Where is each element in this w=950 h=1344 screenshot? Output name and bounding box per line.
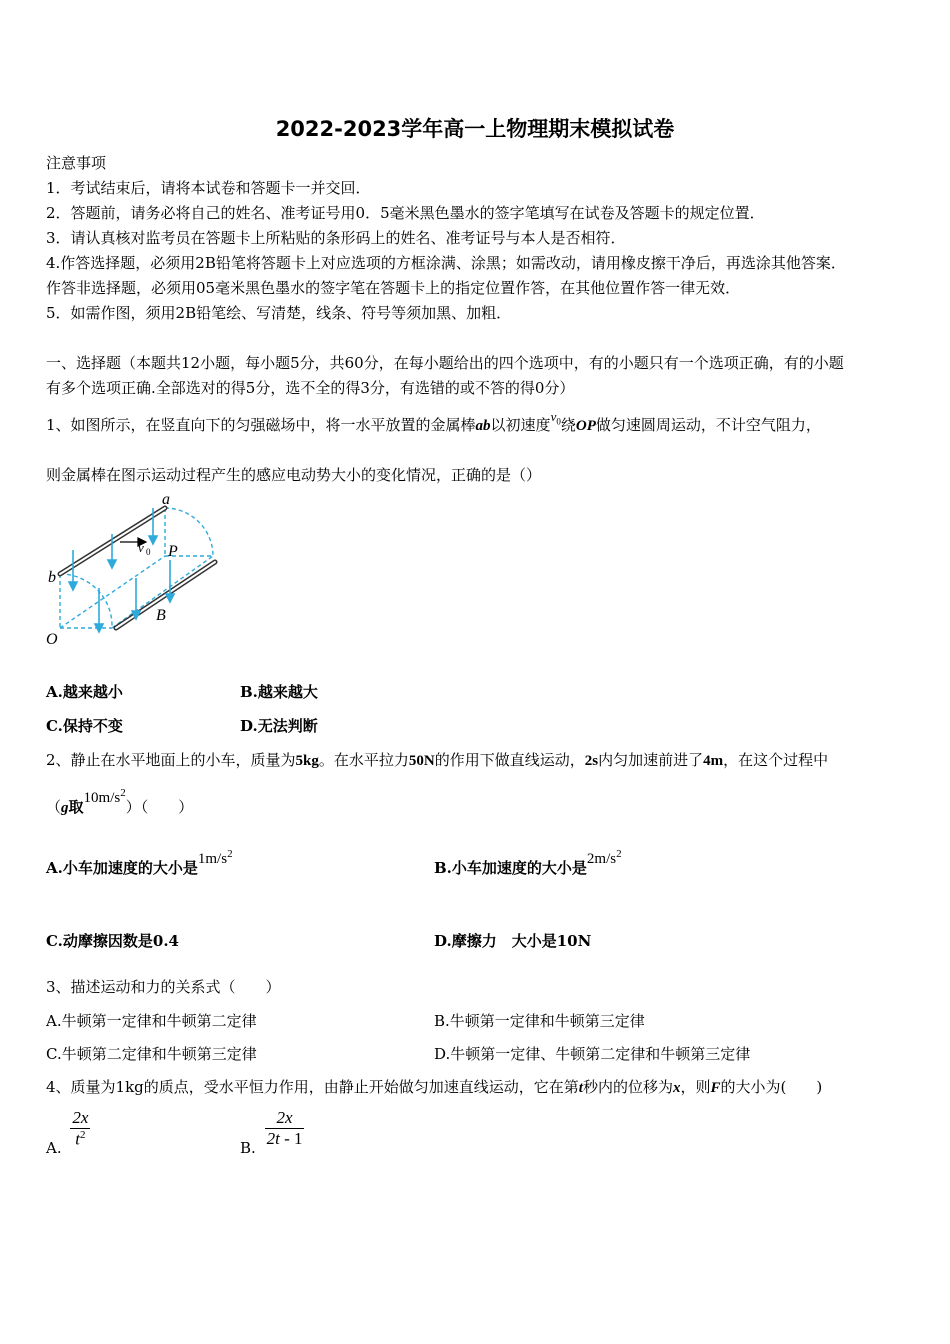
q4-F: F xyxy=(710,1080,721,1096)
notice-item: 1．考试结束后，请将本试卷和答题卡一并交回． xyxy=(46,179,371,197)
q4-option-a-exp: 2 xyxy=(80,1129,86,1141)
q2-option-a[interactable] xyxy=(46,848,233,878)
q2-force: 50N xyxy=(408,753,435,769)
section-heading-cont: 有多个选项正确.全部选对的得5分，选不全的得3分，有选错的或不答的得0分） xyxy=(46,379,575,397)
q1-v0: v xyxy=(550,409,557,424)
q2-text: 内匀加速前进了 xyxy=(598,751,704,769)
notice-item: 2．答题前，请务必将自己的姓名、准考证号用0．5毫米黑色墨水的签字笔填写在试卷及答题卡的规定位置． xyxy=(46,204,765,222)
q4-option-a[interactable] xyxy=(46,1108,90,1157)
q4-option-a-numerator: 2x xyxy=(72,1108,89,1127)
q2-g-value: 10m/s xyxy=(83,790,121,806)
q2-text: 取 xyxy=(68,798,84,816)
notice-heading: 注意事项 xyxy=(46,154,107,172)
q4-text: ，则 xyxy=(680,1078,711,1096)
q2-g-exp: 2 xyxy=(120,787,126,799)
q4-x: x xyxy=(672,1080,681,1096)
q2-text: ，在这个过程中 xyxy=(723,751,829,769)
notice-item: 5．如需作图，须用2B铅笔绘、写清楚，线条、符号等须加黑、加粗． xyxy=(46,304,512,322)
q1-ab: ab xyxy=(475,418,491,434)
q1-option-d[interactable]: D.无法判断 xyxy=(240,717,318,735)
page-title: 2022-2023学年高一上物理期末模拟试卷 xyxy=(275,117,675,141)
q2-text: （ xyxy=(46,798,62,816)
label-v0-sub: 0 xyxy=(146,547,151,557)
q1-v0-sub: 0 xyxy=(556,416,561,427)
q2-option-b-exp: 2 xyxy=(616,848,622,860)
q2-option-c[interactable]: C.动摩擦因数是0.4 xyxy=(46,932,179,950)
notice-item: 作答非选择题，必须用05毫米黑色墨水的签字笔在答题卡上的指定位置作答，在其他位置作答一律无效． xyxy=(46,279,741,297)
q2-text: 的作用下做直线运动， xyxy=(434,751,585,769)
q3-option-c[interactable]: C.牛顿第二定律和牛顿第三定律 xyxy=(46,1045,257,1063)
q4-option-b-denominator-rest: - 1 xyxy=(279,1129,303,1148)
q1-option-a[interactable]: A.越来越小 xyxy=(46,683,123,701)
label-B: B xyxy=(156,607,166,624)
q4-option-b-label: B. xyxy=(240,1138,256,1157)
q2-distance: 4m xyxy=(703,753,724,769)
q4-t: t xyxy=(578,1080,583,1096)
q4-option-a-denominator: t xyxy=(75,1129,81,1149)
q2-option-b-value: 2m/s xyxy=(586,851,617,867)
q1-stem-cont: 则金属棒在图示运动过程产生的感应电动势大小的变化情况，正确的是（） xyxy=(46,466,542,484)
q4-option-b[interactable] xyxy=(240,1108,304,1157)
q2-stem-cont xyxy=(46,787,194,817)
q2-stem xyxy=(46,749,828,770)
label-P: P xyxy=(168,543,178,560)
q1-figure xyxy=(40,488,230,648)
q1-text: 1、如图所示，在竖直向下的匀强磁场中，将一水平放置的金属棒 xyxy=(46,416,476,434)
q2-option-b-text: B.小车加速度的大小是 xyxy=(434,859,587,877)
label-v0: v xyxy=(138,540,144,555)
q4-text: 的大小为( ) xyxy=(720,1078,823,1096)
q3-stem: 3、描述运动和力的关系式（ ） xyxy=(46,978,281,996)
q1-text: 绕 xyxy=(560,416,576,434)
q1-option-b[interactable]: B.越来越大 xyxy=(240,683,318,701)
notice-item: 4.作答选择题，必须用2B铅笔将答题卡上对应选项的方框涂满、涂黑；如需改动，请用橡皮擦干净后，再选涂其他答案． xyxy=(46,254,846,272)
q1-text: 做匀速圆周运动，不计空气阻力， xyxy=(595,416,821,434)
label-a: a xyxy=(162,491,170,508)
label-b: b xyxy=(48,569,56,586)
q4-option-a-label: A. xyxy=(46,1138,62,1157)
notice-item: 3．请认真核对监考员在答题卡上所粘贴的条形码上的姓名、准考证号与本人是否相符． xyxy=(46,229,626,247)
q2-g: g xyxy=(61,800,69,816)
q1-option-c[interactable]: C.保持不变 xyxy=(46,717,123,735)
q2-text: 2、静止在水平地面上的小车，质量为 xyxy=(46,751,296,769)
label-O: O xyxy=(46,631,58,648)
q2-option-a-exp: 2 xyxy=(227,848,233,860)
q3-option-d[interactable]: D.牛顿第一定律、牛顿第二定律和牛顿第三定律 xyxy=(434,1045,751,1063)
q4-option-b-numerator: 2x xyxy=(265,1108,305,1129)
q1-op: OP xyxy=(575,418,596,434)
q2-text: 。在水平拉力 xyxy=(318,751,409,769)
q2-option-a-value: 1m/s xyxy=(197,851,228,867)
q3-option-a[interactable]: A.牛顿第一定律和牛顿第二定律 xyxy=(46,1012,257,1030)
q2-text: ）（ ） xyxy=(125,798,194,816)
q2-mass: 5kg xyxy=(295,753,319,769)
q2-option-d[interactable]: D.摩擦力 大小是10N xyxy=(434,932,592,950)
q4-text: 秒内的位移为 xyxy=(582,1078,673,1096)
q4-text: 4、质量为1kg的质点，受水平恒力作用，由静止开始做匀加速直线运动，它在第 xyxy=(46,1078,579,1096)
q4-option-b-denominator: 2t xyxy=(266,1129,280,1148)
q4-stem xyxy=(46,1076,822,1097)
q3-option-b[interactable]: B.牛顿第一定律和牛顿第三定律 xyxy=(434,1012,645,1030)
q2-time: 2s xyxy=(584,753,599,769)
section-heading: 一、选择题（本题共12小题，每小题5分，共60分，在每小题给出的四个选项中，有的小题只有一个选项正确，有的小题 xyxy=(46,354,844,372)
q1-stem xyxy=(46,409,821,436)
q2-option-b[interactable] xyxy=(434,848,622,878)
q2-option-a-text: A.小车加速度的大小是 xyxy=(46,859,198,877)
q1-text: 以初速度 xyxy=(490,416,551,434)
